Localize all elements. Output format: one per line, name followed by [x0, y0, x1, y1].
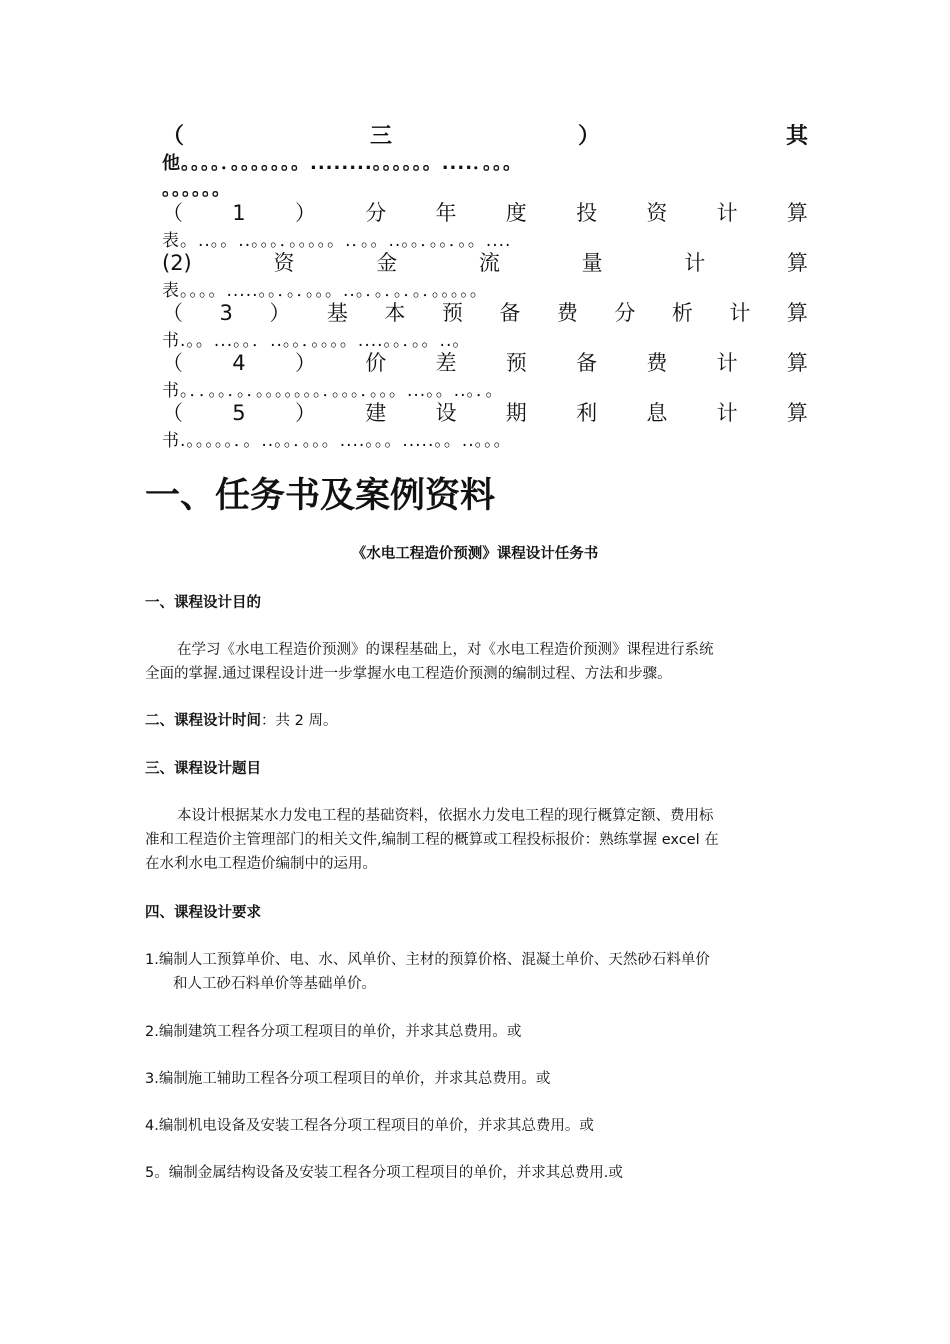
toc-token: 设	[435, 401, 457, 425]
section-purpose-body	[145, 638, 805, 686]
toc-dots: 他。。。。．。。。。。。。........。。。。。。....．。。。	[162, 153, 523, 174]
toc-item-4	[162, 350, 808, 376]
toc-token: 算	[786, 301, 808, 325]
toc-dots: 。。。。。。	[162, 179, 231, 200]
toc-token: 预	[505, 351, 527, 375]
toc-token: 本	[384, 301, 406, 325]
toc-token: 期	[505, 401, 527, 425]
toc-token: 分	[365, 201, 387, 225]
toc-token: ）	[269, 301, 291, 325]
toc-token: 度	[505, 201, 527, 225]
requirement-text: 3.编制施工辅助工程各分项工程项目的单价，并求其总费用。或	[145, 1071, 551, 1087]
toc-token: ）	[294, 401, 316, 425]
requirement-item-5	[145, 1161, 805, 1185]
paragraph-line: 本设计根据某水力发电工程的基础资料，依据水力发电工程的现行概算定额、费用标	[177, 808, 714, 824]
section-topic-body	[145, 804, 805, 876]
toc-token: 计	[716, 351, 738, 375]
toc-item-other-cont	[162, 150, 808, 176]
toc-token: 计	[716, 201, 738, 225]
paragraph-line: 在水利水电工程造价编制中的运用。	[145, 856, 377, 872]
toc-token: （	[162, 401, 183, 425]
toc-item-2	[162, 250, 808, 276]
toc-token: ）	[577, 124, 600, 149]
toc-dots: 表。..。。..。。。．。。。。。.．。。..。。．。。．。。....	[162, 231, 512, 251]
toc-item-4-cont	[162, 376, 808, 402]
toc-token: 利	[576, 401, 598, 425]
requirement-text: 4.编制机电设备及安装工程各分项工程项目的单价，并求其总费用。或	[145, 1118, 594, 1134]
toc-token: ）	[294, 351, 316, 375]
section-heading-topic: 三、课程设计题目	[145, 761, 261, 777]
toc-item-2-cont	[162, 276, 808, 302]
toc-item-5-cont	[162, 426, 808, 452]
toc-token: (2)	[162, 251, 192, 275]
toc-item-1-cont	[162, 226, 808, 252]
toc-token: ）	[294, 201, 316, 225]
requirement-item-1	[145, 948, 805, 996]
toc-dots: 书.。。。。。．。..。。．。。。....。。。.....。。..。。。	[162, 431, 512, 451]
section-time-value: ：共 2 周。	[261, 713, 338, 729]
toc-token: 5	[232, 401, 246, 425]
toc-item-1	[162, 200, 808, 226]
paragraph-line: 全面的掌握.通过课程设计进一步掌握水电工程造价预测的编制过程、方法和步骤。	[145, 666, 672, 682]
requirement-text: 1.编制人工预算单价、电、水、风单价、主材的预算价格、混凝土单价、天然砂石料单价	[145, 952, 710, 968]
section-title: 二、课程设计时间	[145, 713, 261, 729]
toc-token: 投	[576, 201, 598, 225]
toc-token: 三	[369, 124, 392, 149]
toc-token: 算	[786, 401, 808, 425]
requirement-item-4	[145, 1114, 805, 1138]
toc-token: 分	[614, 301, 636, 325]
chapter-heading: 一、任务书及案例资料	[145, 476, 496, 516]
toc-token: 息	[646, 401, 668, 425]
toc-token: 金	[376, 251, 398, 275]
toc-item-3-cont	[162, 326, 808, 352]
toc-token: 备	[576, 351, 598, 375]
toc-token: 流	[478, 251, 500, 275]
toc-dots: 书。．．。。．。．。。。。。。。．。。。．。。。...。。..。．。	[162, 381, 504, 401]
toc-token: 计	[684, 251, 706, 275]
task-book-title: 《水电工程造价预测》课程设计任务书	[351, 546, 599, 562]
toc-item-5	[162, 400, 808, 426]
toc-token: 费	[556, 301, 578, 325]
toc-token: （	[162, 301, 183, 325]
toc-token: 1	[232, 201, 246, 225]
toc-token: 资	[273, 251, 295, 275]
toc-token: 算	[786, 351, 808, 375]
paragraph-line: 准和工程造价主管理部门的相关文件,编制工程的概算或工程投标报价：熟练掌握 excel 在	[145, 832, 719, 848]
toc-token: 基	[326, 301, 348, 325]
section-heading-requirements: 四、课程设计要求	[145, 905, 261, 921]
toc-dots: 书.。。...。。．..。。．。。。。....。。．。。..。	[162, 331, 471, 351]
section-heading-purpose: 一、课程设计目的	[145, 595, 261, 611]
toc-token: 差	[435, 351, 457, 375]
toc-token: 量	[581, 251, 603, 275]
toc-token: 建	[365, 401, 387, 425]
section-heading-time	[145, 710, 337, 732]
requirement-text: 5。编制金属结构设备及安装工程各分项工程项目的单价，并求其总费用.或	[145, 1165, 623, 1181]
toc-item-other-cont2	[162, 176, 808, 202]
toc-token: 其	[785, 124, 808, 149]
toc-token: 计	[729, 301, 751, 325]
toc-token: 备	[499, 301, 521, 325]
toc-item-other	[162, 124, 808, 150]
toc-token: 资	[646, 201, 668, 225]
toc-token: 3	[219, 301, 233, 325]
toc-token: 4	[232, 351, 246, 375]
toc-token: 预	[441, 301, 463, 325]
toc-token: （	[162, 201, 183, 225]
toc-token: 析	[671, 301, 693, 325]
requirement-item-2	[145, 1020, 805, 1044]
toc-item-3	[162, 300, 808, 326]
toc-token: 价	[365, 351, 387, 375]
requirement-text-cont: 和人工砂石料单价等基础单价。	[173, 976, 376, 992]
requirement-item-3	[145, 1067, 805, 1091]
toc-token: 费	[646, 351, 668, 375]
toc-dots: 表。。。。.....。。．。．。。。..。．。．。．。．。。。。。	[162, 281, 488, 301]
toc-token: 计	[716, 401, 738, 425]
paragraph-line: 在学习《水电工程造价预测》的课程基础上，对《水电工程造价预测》课程进行系统	[177, 642, 714, 658]
toc-token: （	[162, 351, 183, 375]
toc-token: 算	[786, 201, 808, 225]
toc-token: 算	[786, 251, 808, 275]
requirement-text: 2.编制建筑工程各分项工程项目的单价，并求其总费用。或	[145, 1024, 522, 1040]
toc-token: （	[162, 124, 185, 149]
toc-token: 年	[435, 201, 457, 225]
